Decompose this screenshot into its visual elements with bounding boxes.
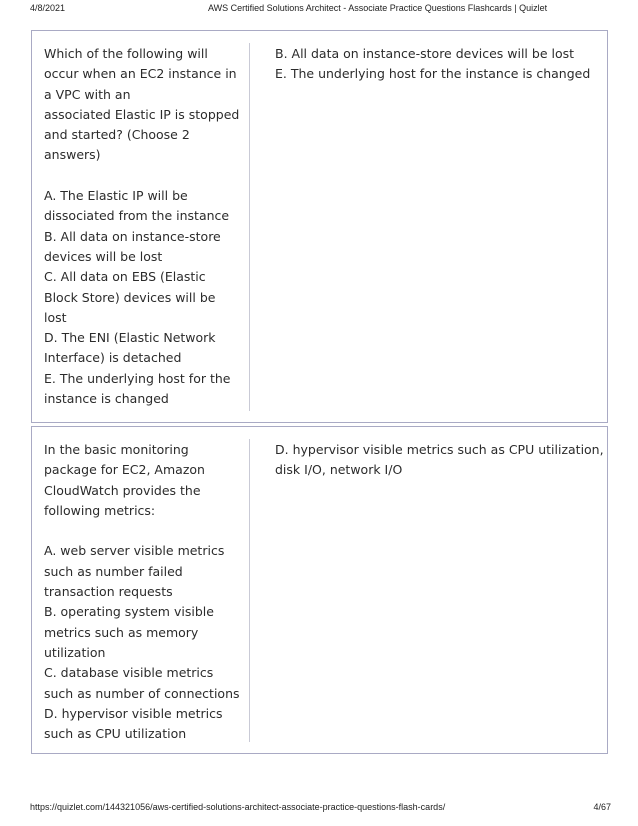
blank-line — [44, 521, 232, 541]
page-number: 4/67 — [593, 802, 611, 812]
card-divider — [249, 439, 250, 742]
flashcard-definition — [275, 44, 595, 85]
term-line: CloudWatch provides the — [44, 482, 201, 498]
print-url: https://quizlet.com/144321056/aws-certified-solutions-architect-associate-practice-questions-flash-cards/ — [30, 802, 446, 812]
term-line: answers) — [44, 147, 101, 163]
term-line: utilization — [44, 644, 106, 660]
print-date: 4/8/2021 — [30, 3, 66, 13]
term-line: Which of the following will — [44, 46, 208, 61]
term-line: devices will be lost — [44, 248, 163, 264]
term-line: B. operating system visible — [44, 604, 214, 620]
term-line: D. hypervisor visible metrics — [44, 705, 223, 721]
term-line: B. All data on instance-store — [44, 228, 221, 244]
definition-line: disk I/O, network I/O — [275, 462, 403, 478]
flashcard-2 — [31, 426, 608, 754]
term-line: metrics such as memory — [44, 624, 199, 640]
flashcard-1 — [31, 30, 608, 423]
flashcard-term — [44, 440, 240, 744]
term-line: transaction requests — [44, 584, 173, 600]
term-line: such as CPU utilization — [44, 726, 187, 742]
term-line: such as number of connections — [44, 685, 240, 701]
term-line: associated Elastic IP is stopped — [44, 106, 240, 122]
term-line: Interface) is detached — [44, 350, 182, 366]
term-line: A. The Elastic IP will be — [44, 188, 188, 204]
term-line: Block Store) devices will be — [44, 289, 216, 305]
flashcard-definition — [275, 440, 604, 481]
definition-line: B. All data on instance-store devices will be lost — [275, 46, 575, 61]
term-line: dissociated from the instance — [44, 208, 230, 224]
term-line: C. All data on EBS (Elastic — [44, 269, 206, 285]
term-line: such as number failed — [44, 563, 183, 579]
term-line: In the basic monitoring — [44, 442, 189, 457]
term-line: and started? (Choose 2 — [44, 127, 190, 143]
term-line: A. web server visible metrics — [44, 543, 225, 559]
term-line: instance is changed — [44, 391, 169, 407]
flashcard-term — [44, 44, 240, 409]
term-line: occur when an EC2 instance in — [44, 66, 237, 82]
definition-line: D. hypervisor visible metrics such as CPU utilization, — [275, 442, 604, 457]
term-line: package for EC2, Amazon — [44, 462, 205, 478]
card-divider — [249, 43, 250, 411]
term-line: E. The underlying host for the — [44, 370, 231, 386]
blank-line — [44, 166, 232, 186]
term-line: C. database visible metrics — [44, 665, 214, 681]
term-line: following metrics: — [44, 502, 156, 518]
term-line: D. The ENI (Elastic Network — [44, 330, 216, 346]
print-title: AWS Certified Solutions Architect - Associate Practice Questions Flashcards | Quizlet — [208, 3, 548, 13]
term-line: a VPC with an — [44, 86, 131, 102]
term-line: lost — [44, 309, 67, 325]
definition-line: E. The underlying host for the instance is changed — [275, 66, 591, 82]
